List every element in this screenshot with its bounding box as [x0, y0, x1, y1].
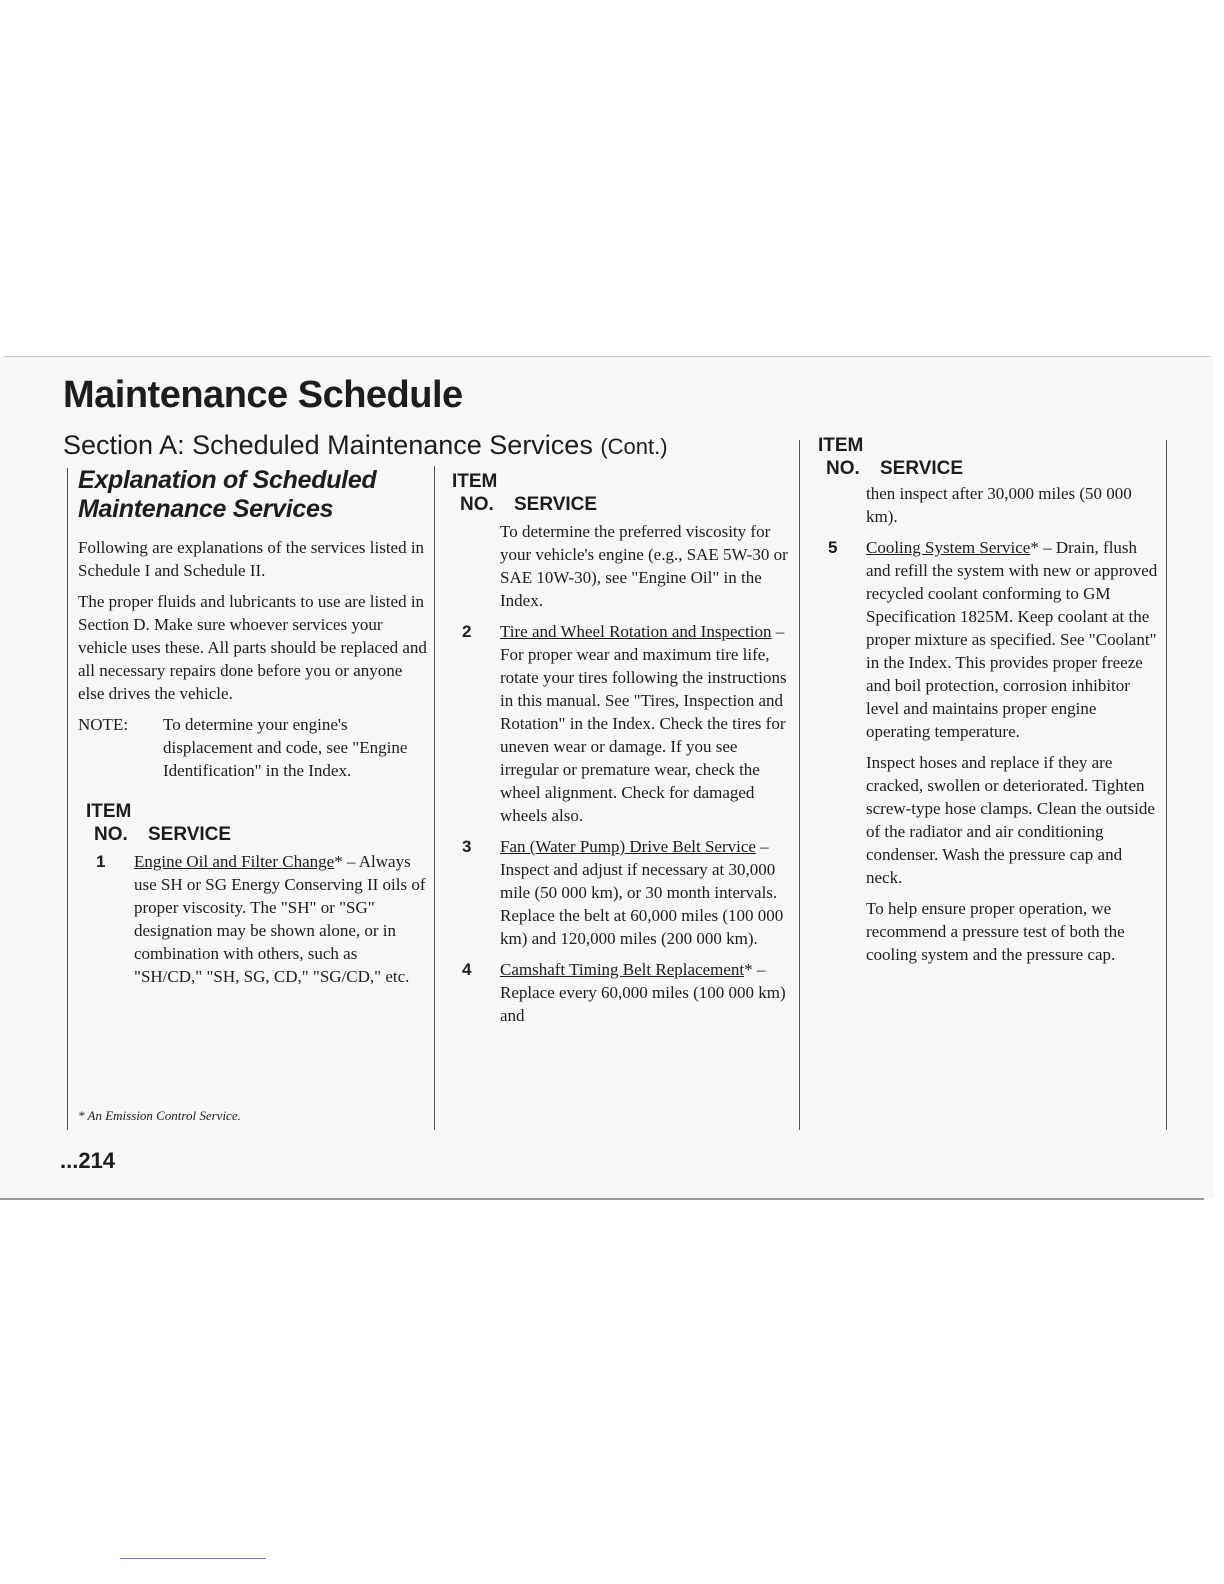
- service-1-continued: To determine the preferred viscosity for your vehicle's engine (e.g., SAE 5W-30 or SAE 10W-30), see "Engine Oil" in the Index.: [500, 522, 788, 610]
- service-item-2: [452, 620, 788, 827]
- service-4-number: 4: [462, 960, 472, 979]
- service-2-body: [500, 620, 788, 827]
- service-5-text: * – Drain, flush and refill the system with new or approved recycled coolant conforming to GM Specification 1825M. Keep coolant at the proper mixture as specified. See "Coolant" in the Index. This provides proper freeze and boil protection, corrosion inhibitor level and maintains proper engine operating temperature.: [866, 538, 1158, 741]
- column-rule-middle: [434, 466, 435, 1130]
- service-5-name: Cooling System Service: [866, 538, 1031, 557]
- service-item-5: [818, 536, 1158, 743]
- header-service: SERVICE: [148, 824, 232, 845]
- service-3-text: – Inspect and adjust if necessary at 30,000 mile (50 000 km), or 30 month intervals. Replace the belt at 60,000 miles (100 000 km) and 120,000 miles (200 000 km).: [500, 837, 784, 948]
- column-3: [818, 434, 1158, 974]
- note-text: To determine your engine's displacement and code, see "Engine Identification" in the Index.: [163, 715, 408, 780]
- header-item: ITEM: [818, 435, 864, 456]
- header-item: ITEM: [86, 801, 132, 822]
- service-item-4: [452, 958, 788, 1027]
- service-4-continued: then inspect after 30,000 miles (50 000 km).: [866, 484, 1132, 526]
- footnote: * An Emission Control Service.: [78, 1108, 241, 1123]
- section-subtitle-text: Section A: Scheduled Maintenance Services: [63, 430, 593, 460]
- service-5-body: [866, 536, 1158, 743]
- service-1-text: * – Always use SH or SG Energy Conserving II oils of proper viscosity. The "SH" or "SG" designation may be shown alone, or in combination with others, such as "SH/CD," "SH, SG, CD," "SG/CD," etc.: [134, 852, 426, 986]
- service-5-number: 5: [828, 538, 838, 557]
- service-2-name: Tire and Wheel Rotation and Inspection: [500, 622, 772, 641]
- note-block: [78, 713, 428, 782]
- header-no: NO.: [460, 494, 494, 515]
- service-item-1: [86, 850, 428, 988]
- top-divider: [4, 356, 1210, 357]
- explanation-heading-line1: Explanation of Scheduled: [78, 466, 377, 494]
- page-title: Maintenance Schedule: [63, 374, 463, 416]
- header-service: SERVICE: [514, 494, 598, 515]
- note-label: NOTE:: [78, 715, 129, 734]
- service-2-number: 2: [462, 622, 472, 641]
- intro-paragraph: Following are explanations of the services listed in Schedule I and Schedule II.: [78, 538, 425, 580]
- column-1: [78, 466, 428, 996]
- column-rule-right: [799, 440, 800, 1130]
- table-header-col3: [818, 434, 1158, 480]
- section-subtitle-cont: (Cont.): [600, 434, 668, 459]
- service-3-number: 3: [462, 837, 472, 856]
- service-5-pressure-test: To help ensure proper operation, we recommend a pressure test of both the cooling system and the pressure cap.: [866, 899, 1125, 964]
- service-2-text: – For proper wear and maximum tire life, rotate your tires following the instructions in this manual. See "Tires, Inspection and Rotation" in the Index. Check the tires for uneven wear or damage. If you see irregular or premature wear, check the wheel alignment. Check for damaged wheels also.: [500, 622, 787, 825]
- section-subtitle: [63, 430, 668, 461]
- service-4-body: [500, 958, 788, 1027]
- column-rule-far-right: [1166, 440, 1167, 1130]
- service-4-name: Camshaft Timing Belt Replacement: [500, 960, 745, 979]
- service-1-body: [134, 850, 428, 988]
- service-3-body: [500, 835, 788, 950]
- service-item-3: [452, 835, 788, 950]
- bottom-divider: [0, 1198, 1204, 1200]
- header-no: NO.: [826, 458, 860, 479]
- page-number: ...214: [60, 1148, 116, 1173]
- column-2: [452, 470, 788, 1035]
- header-no: NO.: [94, 824, 128, 845]
- column-rule-left: [67, 468, 68, 1130]
- service-4-text: * – Replace every 60,000 miles (100 000 km) and: [500, 960, 786, 1025]
- table-header: [86, 800, 428, 846]
- explanation-heading-line2: Maintenance Services: [78, 495, 334, 523]
- explanation-heading: [78, 466, 428, 524]
- table-header-col2: [452, 470, 788, 516]
- service-5-hoses: Inspect hoses and replace if they are cracked, swollen or deteriorated. Tighten screw-type hose clamps. Clean the outside of the radiator and air conditioning condenser. Wash the pressure cap and neck.: [866, 753, 1155, 887]
- fluids-paragraph: The proper fluids and lubricants to use are listed in Section D. Make sure whoever services your vehicle uses these. All parts should be replaced and all necessary repairs done before you or anyone else drives the vehicle.: [78, 592, 427, 703]
- page-link-underline: [120, 1558, 266, 1559]
- service-1-name: Engine Oil and Filter Change: [134, 852, 335, 871]
- service-3-name: Fan (Water Pump) Drive Belt Service: [500, 837, 756, 856]
- service-1-number: 1: [96, 852, 106, 871]
- header-service: SERVICE: [880, 458, 964, 479]
- header-item: ITEM: [452, 471, 498, 492]
